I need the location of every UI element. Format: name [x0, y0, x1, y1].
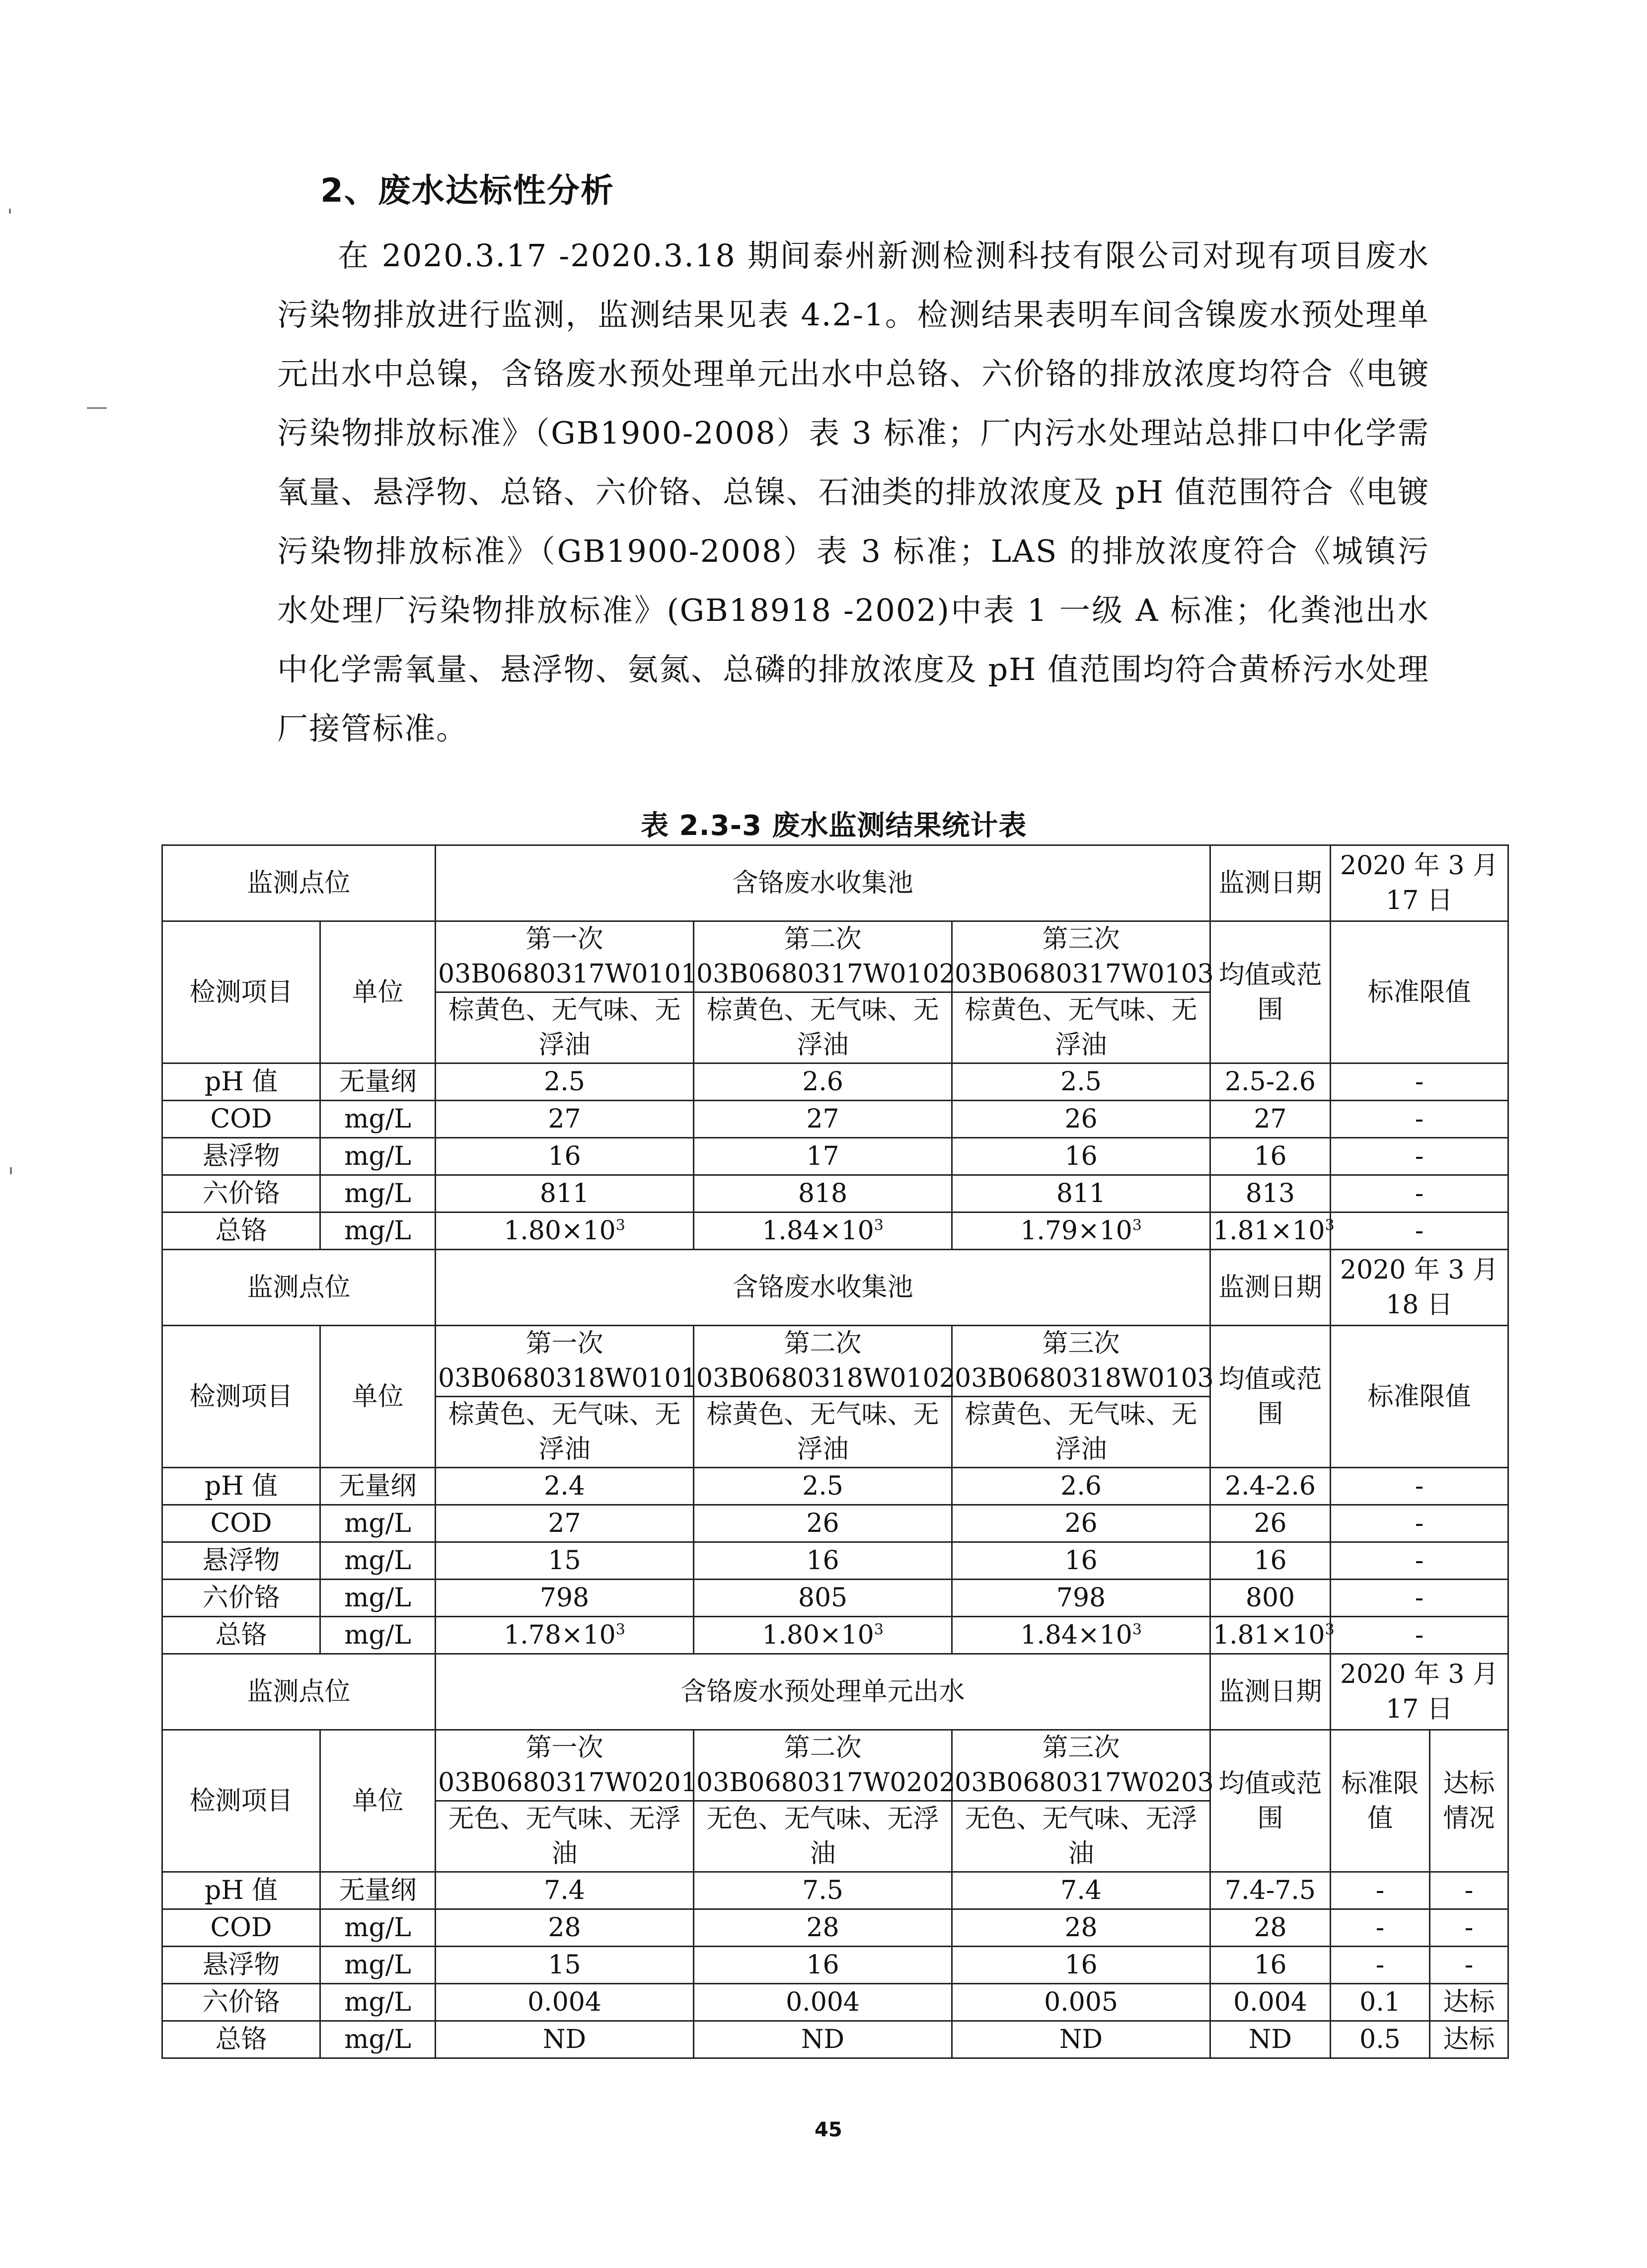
sample-label: 第二次: [784, 1329, 862, 1359]
limit-cell: -: [1331, 1617, 1508, 1654]
sample-cell: [952, 1326, 1214, 1397]
limit-cell: 0.5: [1331, 2021, 1430, 2058]
table-row: [162, 1063, 1508, 1101]
header-cell: 检测项目: [162, 921, 320, 1063]
avg-cell: 16: [1210, 1138, 1331, 1175]
status-cell: -: [1430, 1947, 1508, 1984]
value-cell: 16: [952, 1138, 1210, 1175]
body-paragraph: 在 2020.3.17 -2020.3.18 期间泰州新测检测科技有限公司对现有项目废水污染物排放进行监测，监测结果见表 4.2-1。检测结果表明车间含镍废水预处理单元出水中总镍，含铬废水预处理单元出水中总铬、六价铬的排放浓度均符合《电镀污染物排放标准》（GB1900-2008）表 3 标准；厂内污水处理站总排口中化学需氧量、悬浮物、总铬、六价铬、总镍、石油类的排放浓度及 pH 值范围符合《电镀污染物排放标准》（GB1900-2008）表 3 标准；LAS 的排放浓度符合《城镇污水处理厂污染物排放标准》(GB18918 -2002)中表 1 一级 A 标准；化粪池出水中化学需氧量、悬浮物、氨氮、总磷的排放浓度及 pH 值范围均符合黄桥污水处理厂接管标准。: [277, 237, 1429, 747]
header-cell: 单位: [320, 1730, 436, 1872]
avg-cell: 813: [1210, 1175, 1331, 1212]
sample-cell: [436, 921, 697, 992]
table-row: [162, 1212, 1508, 1250]
limit-cell: -: [1331, 1212, 1508, 1250]
sample-code: 03B0680317W0103: [955, 959, 1214, 989]
value-cell: ND: [694, 2021, 952, 2058]
value-cell: 16: [436, 1138, 694, 1175]
sample-code: 03B0680317W0203: [955, 1768, 1214, 1798]
limit-cell: -: [1331, 1872, 1430, 1909]
limit-cell: -: [1331, 1468, 1508, 1505]
date-cell: 2020 年 3 月 18 日: [1331, 1250, 1508, 1326]
header-cell: 单位: [320, 921, 436, 1063]
header-cell: 检测项目: [162, 1730, 320, 1872]
value-cell: 2.5: [436, 1063, 694, 1101]
unit-cell: mg/L: [320, 1101, 436, 1138]
table-row: [162, 2021, 1508, 2058]
header-cell: 监测日期: [1210, 845, 1331, 921]
avg-cell: 2.5-2.6: [1210, 1063, 1331, 1101]
header-cell: 检测项目: [162, 1326, 320, 1468]
value-cell: 16: [694, 1947, 952, 1984]
header-cell: 单位: [320, 1326, 436, 1468]
value-cell: $1.78\times 10^3$: [436, 1617, 694, 1654]
limit-cell: -: [1331, 1063, 1508, 1101]
header-cell: 标准限值: [1331, 921, 1508, 1063]
sample-code: 03B0680318W0102: [696, 1363, 956, 1393]
sample-code: 03B0680318W0103: [955, 1363, 1214, 1393]
item-cell: 六价铬: [162, 1984, 320, 2021]
sample-code: 03B0680318W0101: [438, 1363, 697, 1393]
item-cell: 六价铬: [162, 1175, 320, 1212]
sample-code: 03B0680317W0202: [696, 1768, 956, 1798]
value-cell: 7.4: [952, 1872, 1210, 1909]
sample-label: 第一次: [525, 1733, 603, 1763]
header-cell: 监测日期: [1210, 1654, 1331, 1730]
item-cell: 悬浮物: [162, 1947, 320, 1984]
date-cell: 2020 年 3 月 17 日: [1331, 845, 1508, 921]
sample-code: 03B0680317W0201: [438, 1768, 697, 1798]
unit-cell: 无量纲: [320, 1468, 436, 1505]
limit-cell: -: [1331, 1101, 1508, 1138]
value-cell: $1.80\times 10^3$: [436, 1212, 694, 1250]
item-cell: pH 值: [162, 1872, 320, 1909]
item-cell: COD: [162, 1505, 320, 1542]
avg-cell: 16: [1210, 1947, 1331, 1984]
item-cell: COD: [162, 1101, 320, 1138]
sample-label: 第一次: [525, 924, 603, 954]
value-cell: 27: [694, 1101, 952, 1138]
table-caption: 表 2.3-3 废水监测结果统计表: [641, 810, 1027, 842]
table-row: [162, 1730, 1508, 1801]
value-cell: 2.5: [694, 1468, 952, 1505]
sample-desc: 棕黄色、无气味、无浮油: [952, 992, 1210, 1063]
value-cell: 28: [952, 1909, 1210, 1947]
limit-cell: -: [1331, 1138, 1508, 1175]
avg-cell: ND: [1210, 2021, 1331, 2058]
table-row: [162, 1617, 1508, 1654]
table-row: [162, 921, 1508, 992]
unit-cell: mg/L: [320, 1505, 436, 1542]
header-cell: 标准限值: [1331, 1326, 1508, 1468]
value-cell: 0.004: [436, 1984, 694, 2021]
table-row: [162, 1250, 1508, 1326]
header-cell: 标准限值: [1331, 1730, 1430, 1872]
header-cell: 监测点位: [162, 845, 436, 921]
unit-cell: 无量纲: [320, 1063, 436, 1101]
sample-label: 第二次: [784, 924, 862, 954]
value-cell: 26: [694, 1505, 952, 1542]
sample-cell: [436, 1326, 697, 1397]
avg-cell: 26: [1210, 1505, 1331, 1542]
unit-cell: mg/L: [320, 1175, 436, 1212]
value-cell: 17: [694, 1138, 952, 1175]
value-cell: 26: [952, 1505, 1210, 1542]
limit-cell: 0.1: [1331, 1984, 1430, 2021]
item-cell: 六价铬: [162, 1580, 320, 1617]
table-row: [162, 845, 1508, 921]
limit-cell: -: [1331, 1505, 1508, 1542]
value-cell: 798: [952, 1580, 1210, 1617]
header-cell: 监测点位: [162, 1654, 436, 1730]
header-cell: 均值或范围: [1210, 1730, 1331, 1872]
header-cell: 监测点位: [162, 1250, 436, 1326]
avg-cell: 27: [1210, 1101, 1331, 1138]
table-row: [162, 1872, 1508, 1909]
avg-cell: 7.4-7.5: [1210, 1872, 1331, 1909]
status-cell: -: [1430, 1872, 1508, 1909]
unit-cell: mg/L: [320, 1138, 436, 1175]
limit-cell: -: [1331, 1175, 1508, 1212]
value-cell: $1.79\times 10^3$: [952, 1212, 1210, 1250]
scan-mark: [87, 407, 107, 409]
status-cell: 达标: [1430, 1984, 1508, 2021]
sample-label: 第三次: [1042, 1329, 1120, 1359]
value-cell: 16: [952, 1542, 1210, 1580]
value-cell: $1.84\times 10^3$: [694, 1212, 952, 1250]
avg-cell: 28: [1210, 1909, 1331, 1947]
sample-desc: 无色、无气味、无浮油: [436, 1801, 694, 1872]
scan-mark: [9, 209, 11, 214]
unit-cell: mg/L: [320, 1617, 436, 1654]
sample-code: 03B0680317W0102: [696, 959, 956, 989]
item-cell: 总铬: [162, 2021, 320, 2058]
value-cell: 15: [436, 1542, 694, 1580]
table-row: [162, 1909, 1508, 1947]
value-cell: $1.84\times 10^3$: [952, 1617, 1210, 1654]
item-cell: 总铬: [162, 1617, 320, 1654]
value-cell: 805: [694, 1580, 952, 1617]
item-cell: pH 值: [162, 1063, 320, 1101]
value-cell: 0.005: [952, 1984, 1210, 2021]
value-cell: 818: [694, 1175, 952, 1212]
value-cell: 2.6: [952, 1468, 1210, 1505]
unit-cell: mg/L: [320, 2021, 436, 2058]
location-cell: 含铬废水收集池: [436, 845, 1210, 921]
item-cell: 悬浮物: [162, 1138, 320, 1175]
table-row: [162, 1542, 1508, 1580]
section-heading: 2、废水达标性分析: [320, 171, 614, 210]
limit-cell: -: [1331, 1542, 1508, 1580]
value-cell: 28: [436, 1909, 694, 1947]
value-cell: 16: [952, 1947, 1210, 1984]
table-row: [162, 1505, 1508, 1542]
status-cell: -: [1430, 1909, 1508, 1947]
table-row: [162, 1947, 1508, 1984]
location-cell: 含铬废水收集池: [436, 1250, 1210, 1326]
unit-cell: mg/L: [320, 1542, 436, 1580]
sample-label: 第三次: [1042, 924, 1120, 954]
value-cell: 0.004: [694, 1984, 952, 2021]
item-cell: 总铬: [162, 1212, 320, 1250]
avg-cell: $1.81\times 10^3$: [1210, 1212, 1331, 1250]
value-cell: 28: [694, 1909, 952, 1947]
value-cell: 7.4: [436, 1872, 694, 1909]
table-row: [162, 1138, 1508, 1175]
sample-desc: 棕黄色、无气味、无浮油: [694, 992, 952, 1063]
sample-desc: 无色、无气味、无浮油: [694, 1801, 952, 1872]
avg-cell: 16: [1210, 1542, 1331, 1580]
sample-desc: 无色、无气味、无浮油: [952, 1801, 1210, 1872]
limit-cell: -: [1331, 1909, 1430, 1947]
sample-cell: [694, 921, 956, 992]
avg-cell: 800: [1210, 1580, 1331, 1617]
location-cell: 含铬废水预处理单元出水: [436, 1654, 1210, 1730]
value-cell: 798: [436, 1580, 694, 1617]
value-cell: 16: [694, 1542, 952, 1580]
avg-cell: 0.004: [1210, 1984, 1331, 2021]
sample-label: 第三次: [1042, 1733, 1120, 1763]
value-cell: 26: [952, 1101, 1210, 1138]
header-cell: 达标情况: [1430, 1730, 1508, 1872]
sample-cell: [694, 1326, 956, 1397]
value-cell: ND: [436, 2021, 694, 2058]
page-number: 45: [815, 2118, 842, 2141]
value-cell: 27: [436, 1101, 694, 1138]
item-cell: COD: [162, 1909, 320, 1947]
unit-cell: mg/L: [320, 1212, 436, 1250]
sample-cell: [694, 1730, 956, 1801]
value-cell: 811: [436, 1175, 694, 1212]
table-row: [162, 1984, 1508, 2021]
table-row: [162, 1468, 1508, 1505]
unit-cell: 无量纲: [320, 1872, 436, 1909]
table-row: [162, 1654, 1508, 1730]
avg-cell: $1.81\times 10^3$: [1210, 1617, 1331, 1654]
date-cell: 2020 年 3 月 17 日: [1331, 1654, 1508, 1730]
value-cell: 7.5: [694, 1872, 952, 1909]
value-cell: 27: [436, 1505, 694, 1542]
value-cell: 2.6: [694, 1063, 952, 1101]
scan-mark: [10, 1167, 12, 1174]
header-cell: 均值或范围: [1210, 921, 1331, 1063]
sample-desc: 棕黄色、无气味、无浮油: [952, 1397, 1210, 1468]
sample-label: 第二次: [784, 1733, 862, 1763]
sample-label: 第一次: [525, 1329, 603, 1359]
value-cell: 15: [436, 1947, 694, 1984]
header-cell: 均值或范围: [1210, 1326, 1331, 1468]
unit-cell: mg/L: [320, 1580, 436, 1617]
sample-cell: [436, 1730, 697, 1801]
value-cell: 811: [952, 1175, 1210, 1212]
unit-cell: mg/L: [320, 1947, 436, 1984]
unit-cell: mg/L: [320, 1984, 436, 2021]
results-table: [161, 844, 1509, 2059]
limit-cell: -: [1331, 1580, 1508, 1617]
unit-cell: mg/L: [320, 1909, 436, 1947]
item-cell: 悬浮物: [162, 1542, 320, 1580]
item-cell: pH 值: [162, 1468, 320, 1505]
header-cell: 监测日期: [1210, 1250, 1331, 1326]
table-row: [162, 1326, 1508, 1397]
table-row: [162, 1101, 1508, 1138]
avg-cell: 2.4-2.6: [1210, 1468, 1331, 1505]
value-cell: $1.80\times 10^3$: [694, 1617, 952, 1654]
status-cell: 达标: [1430, 2021, 1508, 2058]
sample-desc: 棕黄色、无气味、无浮油: [436, 992, 694, 1063]
sample-desc: 棕黄色、无气味、无浮油: [694, 1397, 952, 1468]
sample-code: 03B0680317W0101: [438, 959, 697, 989]
value-cell: 2.5: [952, 1063, 1210, 1101]
limit-cell: -: [1331, 1947, 1430, 1984]
table-row: [162, 1580, 1508, 1617]
sample-cell: [952, 921, 1214, 992]
value-cell: ND: [952, 2021, 1210, 2058]
sample-cell: [952, 1730, 1214, 1801]
sample-desc: 棕黄色、无气味、无浮油: [436, 1397, 694, 1468]
value-cell: 2.4: [436, 1468, 694, 1505]
table-row: [162, 1175, 1508, 1212]
